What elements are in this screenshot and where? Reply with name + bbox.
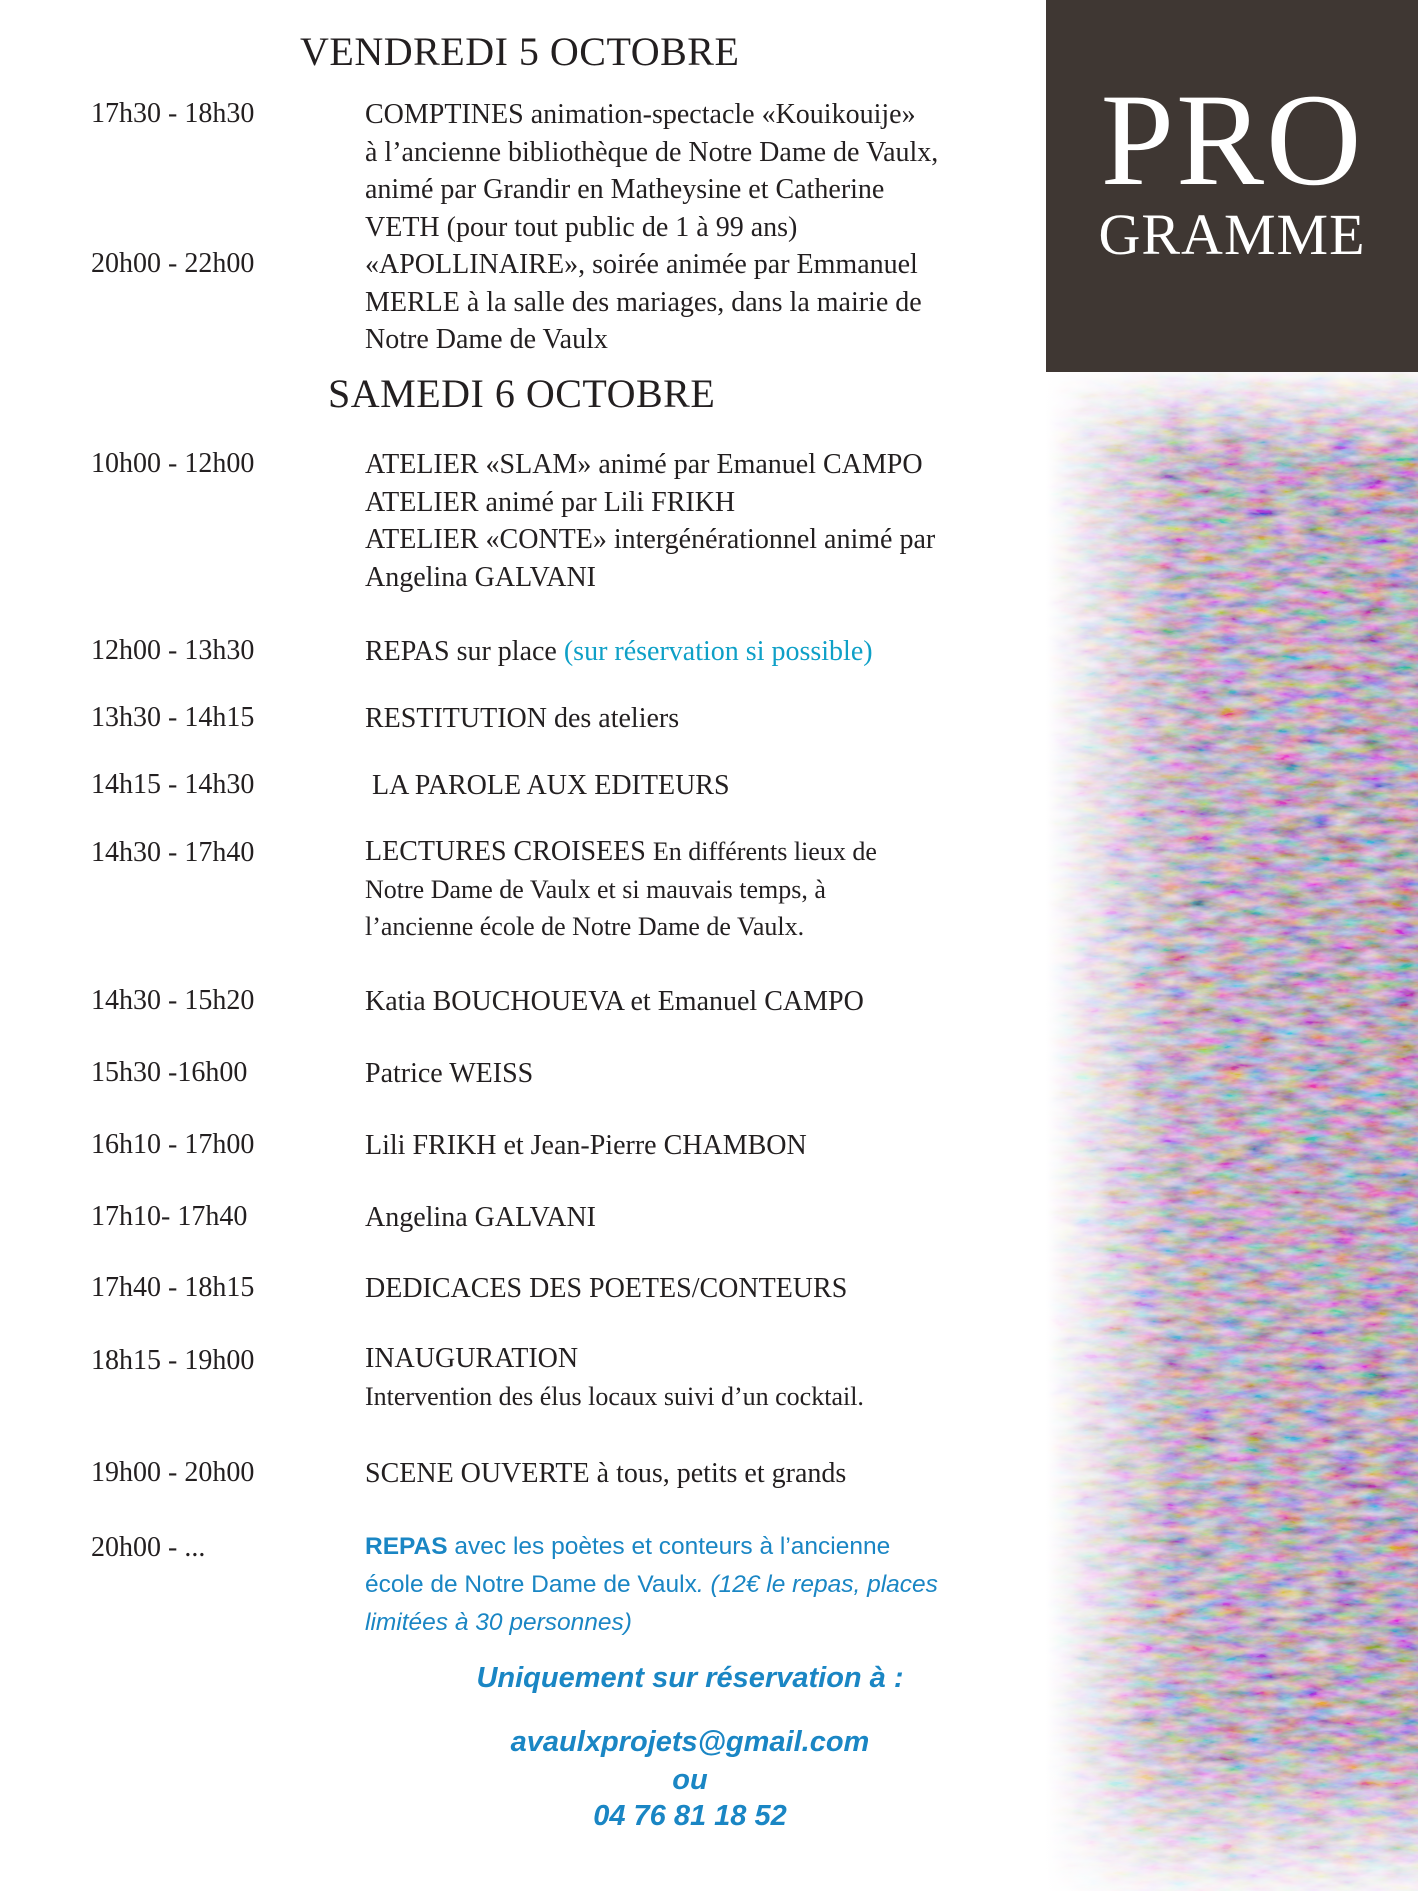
event-detail: avec les poètes et conteurs à l’ancienne: [447, 1533, 891, 1560]
event-detail: école de Notre Dame de Vaulx: [365, 1571, 697, 1598]
event-time: 20h00 - ...: [91, 1532, 206, 1563]
event-description: [365, 96, 1025, 246]
programme-title-line2: GRAMME: [1098, 202, 1366, 267]
event-time: 19h00 - 20h00: [91, 1457, 255, 1488]
event-description: [365, 833, 1025, 946]
event-time: 14h30 - 15h20: [91, 985, 255, 1016]
event-detail: En différents lieux de: [652, 837, 877, 866]
event-detail: Notre Dame de Vaulx et si mauvais temps, à: [365, 874, 826, 904]
event-line: ATELIER «CONTE» intergénérationnel animé par: [365, 524, 936, 555]
event-description: [365, 446, 1025, 596]
event-description: [365, 633, 1025, 671]
contact-or: ou: [672, 1764, 708, 1796]
event-description: Katia BOUCHOUEVA et Emanuel CAMPO: [365, 986, 864, 1017]
abstract-painting-strip: [1046, 372, 1418, 1891]
day-heading-saturday: SAMEDI 6 OCTOBRE: [328, 371, 716, 416]
event-time: 10h00 - 12h00: [91, 448, 255, 479]
event-line: à l’ancienne bibliothèque de Notre Dame de Vaulx,: [365, 136, 939, 168]
reservation-heading: Uniquement sur réservation à :: [476, 1662, 904, 1694]
event-description: Lili FRIKH et Jean-Pierre CHAMBON: [365, 1130, 807, 1161]
dinner-description: [365, 1528, 1025, 1642]
event-description: DEDICACES DES POETES/CONTEURS: [365, 1273, 848, 1304]
programme-title-box: [1046, 0, 1418, 372]
event-line: Notre Dame de Vaulx: [365, 324, 608, 355]
event-line: MERLE à la salle des mariages, dans la mairie de: [365, 286, 922, 318]
event-title: REPAS sur place: [365, 636, 564, 667]
event-description: SCENE OUVERTE à tous, petits et grands: [365, 1458, 847, 1489]
event-time: 17h40 - 18h15: [91, 1272, 255, 1303]
event-line: animé par Grandir en Matheysine et Catherine: [365, 174, 885, 205]
event-detail: l’ancienne école de Notre Dame de Vaulx.: [365, 912, 805, 941]
day-heading-friday: VENDREDI 5 OCTOBRE: [300, 29, 740, 74]
event-line: Angelina GALVANI: [365, 561, 596, 593]
event-description: LA PAROLE AUX EDITEURS: [365, 770, 730, 801]
event-time: 15h30 -16h00: [91, 1057, 248, 1088]
event-time: 16h10 - 17h00: [91, 1129, 255, 1160]
event-title: INAUGURATION: [365, 1343, 579, 1374]
event-description: RESTITUTION des ateliers: [365, 703, 680, 734]
contact-email: avaulxprojets@gmail.com: [510, 1726, 870, 1758]
event-detail: . (12€ le repas, places: [696, 1571, 938, 1598]
event-time: 18h15 - 19h00: [91, 1345, 255, 1376]
event-time: 17h10- 17h40: [91, 1201, 248, 1232]
event-line: ATELIER animé par Lili FRIKH: [365, 486, 736, 518]
event-time: 14h30 - 17h40: [91, 837, 255, 868]
programme-title-line1: PRO: [1100, 66, 1364, 213]
dinner-title: REPAS: [365, 1533, 448, 1560]
event-description: [365, 246, 1025, 359]
event-time: 13h30 - 14h15: [91, 702, 255, 733]
event-time: 12h00 - 13h30: [91, 635, 255, 666]
event-time: 17h30 - 18h30: [91, 98, 255, 129]
event-line: ATELIER «SLAM» animé par Emanuel CAMPO: [365, 449, 923, 480]
event-description: Patrice WEISS: [365, 1058, 534, 1089]
reservation-note: (sur réservation si possible): [563, 636, 873, 667]
event-title: LECTURES CROISEES: [365, 836, 653, 867]
event-description: Angelina GALVANI: [365, 1202, 596, 1233]
contact-phone: 04 76 81 18 52: [593, 1800, 787, 1832]
event-description: [365, 1340, 1025, 1415]
event-line: «APOLLINAIRE», soirée animée par Emmanuel: [365, 249, 918, 280]
event-line: COMPTINES animation-spectacle «Kouikouije»: [365, 99, 916, 130]
event-detail: limitées à 30 personnes): [365, 1609, 632, 1636]
event-time: 20h00 - 22h00: [91, 248, 255, 279]
event-time: 14h15 - 14h30: [91, 769, 255, 800]
event-line: VETH (pour tout public de 1 à 99 ans): [365, 211, 798, 243]
event-detail: Intervention des élus locaux suivi d’un cocktail.: [365, 1381, 864, 1411]
